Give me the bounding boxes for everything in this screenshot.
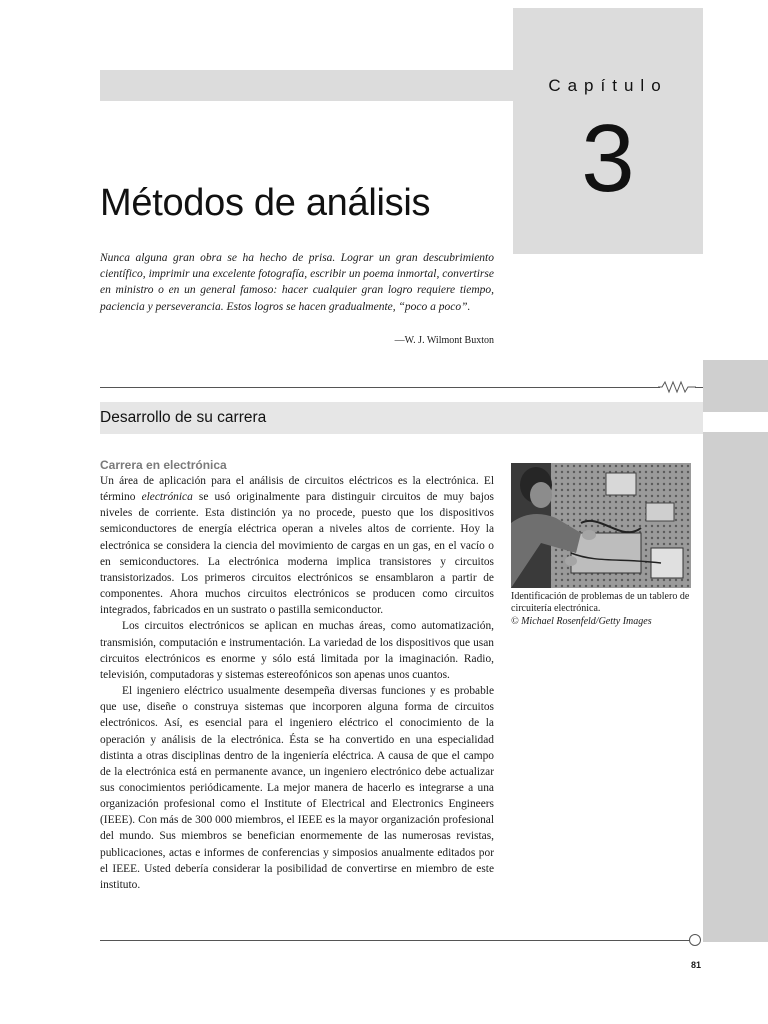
paragraph-1-emphasis: electrónica: [141, 491, 193, 504]
section-divider-end: [695, 387, 703, 388]
paragraph-2: Los circuitos electrónicos se aplican en muchas áreas, como automatización, transmisión, computación e instrumentación. La variedad de los dispositivos que usan circuitos electrónicos es enorme y sólo está limitada por la imaginación. Radio, televisión, computadoras y sistemas estereofónicos son apenas unos cuantos.: [100, 620, 494, 681]
side-strip-top: [703, 360, 768, 412]
section-title: Desarrollo de su carrera: [100, 409, 267, 426]
figure-photo: [511, 463, 691, 588]
bottom-divider: [100, 940, 690, 941]
subsection-title: Carrera en electrónica: [100, 458, 227, 472]
photo-credit: © Michael Rosenfeld/Getty Images: [511, 615, 652, 627]
page-number: 81: [690, 960, 701, 970]
figure-caption: [511, 591, 693, 628]
paragraph-1-start: Un área de aplicación para el análisis de circuitos eléctricos es la electrónica. El término: [100, 475, 494, 504]
header-bar: [100, 70, 513, 101]
epigraph-quote: Nunca alguna gran obra se ha hecho de prisa. Lograr un gran descubrimiento científico, imprimir una excelente fotografía, escribir un poema inmortal, convertirse en ministro o en un general famoso: hacer cualquier gran logro requiere tiempo, paciencia y perseverancia. Estos logros se hacen gradualmente, “poco a poco”.: [100, 252, 494, 313]
chapter-title: Métodos de análisis: [100, 182, 431, 224]
paragraph-3: El ingeniero eléctrico usualmente desempeña diversas funciones y es probable que use, diseñe o construya sistemas que incorporen alguna forma de circuitos electrónicos. Así, es esencial para el ingeniero eléctrico el conocimiento de la operación y análisis de la electrónica. Ésta se ha convertido en una especialidad distinta a otras disciplinas dentro de la ingeniería eléctrica. A causa de que el campo de la electrónica está en permanente avance, un ingeniero electrónico debe actualizar sus conocimientos periódicamente. La mejor manera de hacerlo es integrarse a una organización profesional como el Institute of Electrical and Electronics Engineers (IEEE). Con más de 300 000 miembros, el IEEE es la mayor organización profesional del mundo. Sus miembros se benefician enormemente de las numerosas revistas, publicaciones, actas e informes de conferencias y simposios anualmente editados por el IEEE. Usted debería considerar la posibilidad de convertirse en miembro de este instituto.: [100, 685, 494, 891]
body-text: [100, 473, 494, 893]
chapter-number: 3: [581, 105, 635, 212]
caption-text: Identificación de problemas de un tablero de circuitería electrónica.: [511, 591, 690, 615]
paragraph-1: [100, 473, 494, 618]
zigzag-ornament: [658, 380, 696, 394]
epigraph-author: —W. J. Wilmont Buxton: [394, 335, 494, 346]
circle-ornament: [689, 934, 701, 946]
side-strip: [703, 432, 768, 942]
section-divider: [100, 387, 660, 388]
paragraph-1-rest: se usó originalmente para distinguir circuitos de muy bajos niveles de corriente. Esta distinción ya no procede, puesto que los dispositivos semiconductores de energía eléctrica operan a niveles altos de corriente. Hoy la electrónica se considera la ciencia del movimiento de cargas en un gas, en el vacío o en semiconductores. La electrónica moderna implica transistores y circuitos transistorizados. Los primeros circuitos electrónicos se ensamblaron a partir de componentes. Ahora muchos circuitos electrónicos se producen como circuitos integrados, fabricados en un sustrato o pastilla semiconductor.: [100, 491, 494, 617]
chapter-label: Capítulo: [548, 76, 668, 95]
